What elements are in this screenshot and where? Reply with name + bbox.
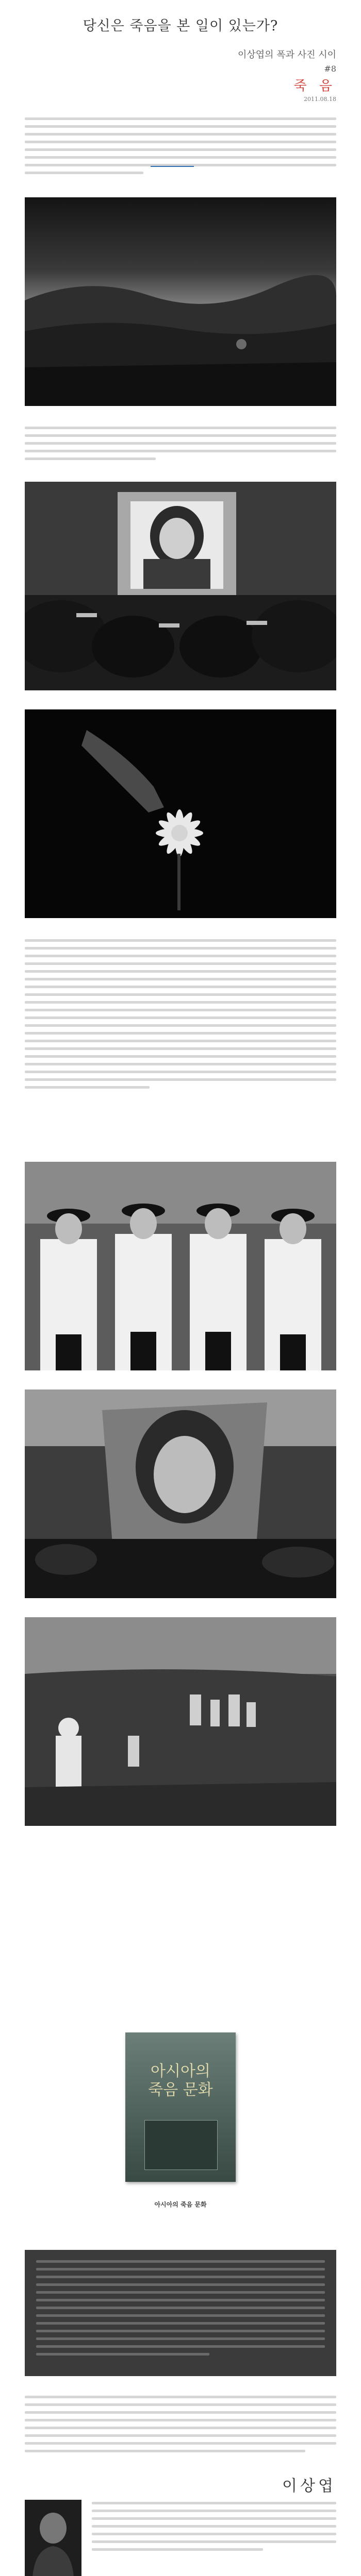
photo-3 xyxy=(25,709,336,918)
author-photo xyxy=(25,2500,81,2576)
paragraph-3 xyxy=(25,939,336,1089)
page-title: 당신은 죽음을 본 일이 있는가? xyxy=(83,18,278,34)
series-name: 이상엽의 폭과 사진 시이 xyxy=(237,49,336,60)
author-bio xyxy=(92,2502,336,2551)
photo-1 xyxy=(25,197,336,406)
series-date: 2011.08.18 xyxy=(304,96,336,103)
intro-link[interactable] xyxy=(151,166,194,167)
book-excerpt-box xyxy=(25,2250,336,2376)
author-name: 이상엽 xyxy=(282,2477,336,2495)
book-excerpt-text xyxy=(36,2260,325,2355)
series-theme: 죽 음 xyxy=(293,78,336,94)
photo-2 xyxy=(25,482,336,690)
book-caption: 아시아의 죽음 문화 xyxy=(154,2201,207,2208)
closing-paragraph xyxy=(25,2396,336,2452)
photo-5 xyxy=(25,1389,336,1598)
paragraph-2 xyxy=(25,427,336,460)
book-cover xyxy=(125,2032,236,2182)
book-cover-title: 아시아의 죽음 문화 xyxy=(148,2062,213,2099)
book-cover-image xyxy=(144,2120,218,2170)
series-number: #8 xyxy=(324,64,336,74)
photo-4 xyxy=(25,1162,336,1370)
photo-6 xyxy=(25,1617,336,1826)
